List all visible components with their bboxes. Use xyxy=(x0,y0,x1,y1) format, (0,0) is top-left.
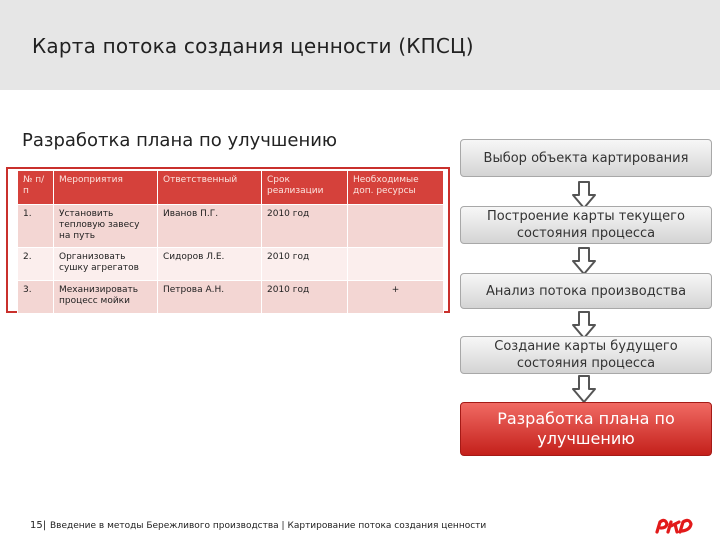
table-row xyxy=(18,248,444,281)
cell-responsible: Петрова А.Н. xyxy=(158,281,262,314)
column-header-resources: Необходимые доп. ресурсы xyxy=(348,171,444,205)
cell-number: 3. xyxy=(18,281,54,314)
cell-deadline: 2010 год xyxy=(262,281,348,314)
cell-resources xyxy=(348,205,444,248)
down-arrow-icon xyxy=(571,374,597,404)
cell-deadline: 2010 год xyxy=(262,205,348,248)
column-header-deadline: Срок реализации xyxy=(262,171,348,205)
cell-activity: Механизировать процесс мойки xyxy=(54,281,158,314)
section-subtitle: Разработка плана по улучшению xyxy=(22,130,338,151)
page-title: Карта потока создания ценности (КПСЦ) xyxy=(32,34,474,58)
cell-responsible: Иванов П.Г. xyxy=(158,205,262,248)
cell-number: 1. xyxy=(18,205,54,248)
rzd-logo-icon xyxy=(653,514,695,534)
improvement-plan-table xyxy=(17,170,444,314)
flow-step-4: Создание карты будущего состояния процесса xyxy=(460,336,712,374)
footer-caption: Введение в методы Бережливого производства | Картирование потока создания ценности xyxy=(50,521,487,531)
table-row xyxy=(18,281,444,314)
cell-deadline: 2010 год xyxy=(262,248,348,281)
flow-step-5-active: Разработка плана по улучшению xyxy=(460,402,712,456)
flow-step-1: Выбор объекта картирования xyxy=(460,139,712,177)
header-bar xyxy=(0,0,720,90)
flow-step-3: Анализ потока производства xyxy=(460,273,712,309)
flow-step-2: Построение карты текущего состояния процесса xyxy=(460,206,712,244)
cell-activity: Организовать сушку агрегатов xyxy=(54,248,158,281)
column-header-responsible: Ответственный xyxy=(158,171,262,205)
cell-responsible: Сидоров Л.Е. xyxy=(158,248,262,281)
cell-resources: + xyxy=(348,281,444,314)
column-header-number: № п/п xyxy=(18,171,54,205)
down-arrow-icon xyxy=(571,246,597,276)
cell-activity: Установить тепловую завесу на путь xyxy=(54,205,158,248)
column-header-activity: Мероприятия xyxy=(54,171,158,205)
table-header-row xyxy=(18,171,444,205)
table-row xyxy=(18,205,444,248)
page-number: 15| xyxy=(30,520,47,531)
cell-number: 2. xyxy=(18,248,54,281)
cell-resources xyxy=(348,248,444,281)
